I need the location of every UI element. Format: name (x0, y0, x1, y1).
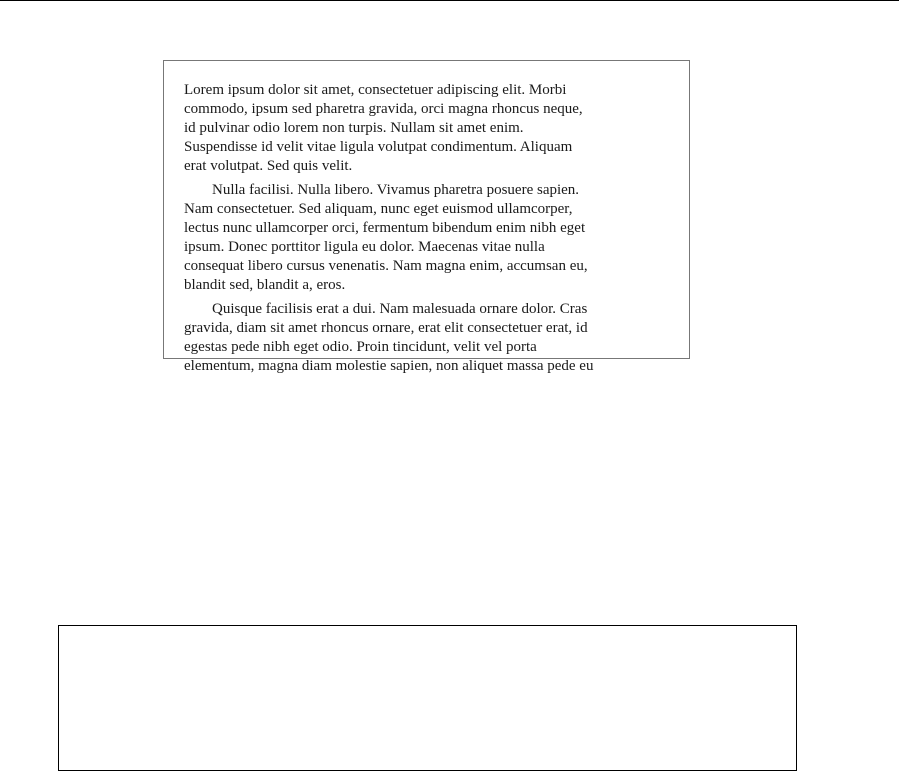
paragraph-1: Lorem ipsum dolor sit amet, consectetuer adipiscing elit. Morbi commodo, ipsum sed pharetra gravida, orci magna rhoncus neque, id pulvinar odio lorem non turpis. Nullam sit amet enim. Suspendisse id velit vitae ligula volutpat condimentum. Aliquam erat volutpat. Sed quis velit. (184, 82, 583, 174)
text-frame (163, 60, 690, 374)
text-frame-content (164, 61, 689, 376)
paragraph-2: Nulla facilisi. Nulla libero. Vivamus pharetra posuere sapien. Nam consectetuer. Sed aliquam, nunc eget euismod ullamcorper, lectus nunc ullamcorper orci, fermentum bibendum enim nibh eget ipsum. Donec porttitor ligula eu dolor. Maecenas vitae nulla consequat libero cursus venenatis. Nam magna enim, accumsan eu, blandit sed, blandit a, eros. (184, 182, 588, 293)
top-divider (0, 0, 899, 1)
paragraph-3: Quisque facilisis erat a dui. Nam malesuada ornare dolor. Cras gravida, diam sit amet rhoncus ornare, erat elit consectetuer erat, id egestas pede nibh eget odio. Proin tincidunt, velit vel porta elementum, magna diam molestie sapien, non aliquet massa pede eu (184, 301, 594, 374)
empty-text-box[interactable] (58, 625, 797, 771)
